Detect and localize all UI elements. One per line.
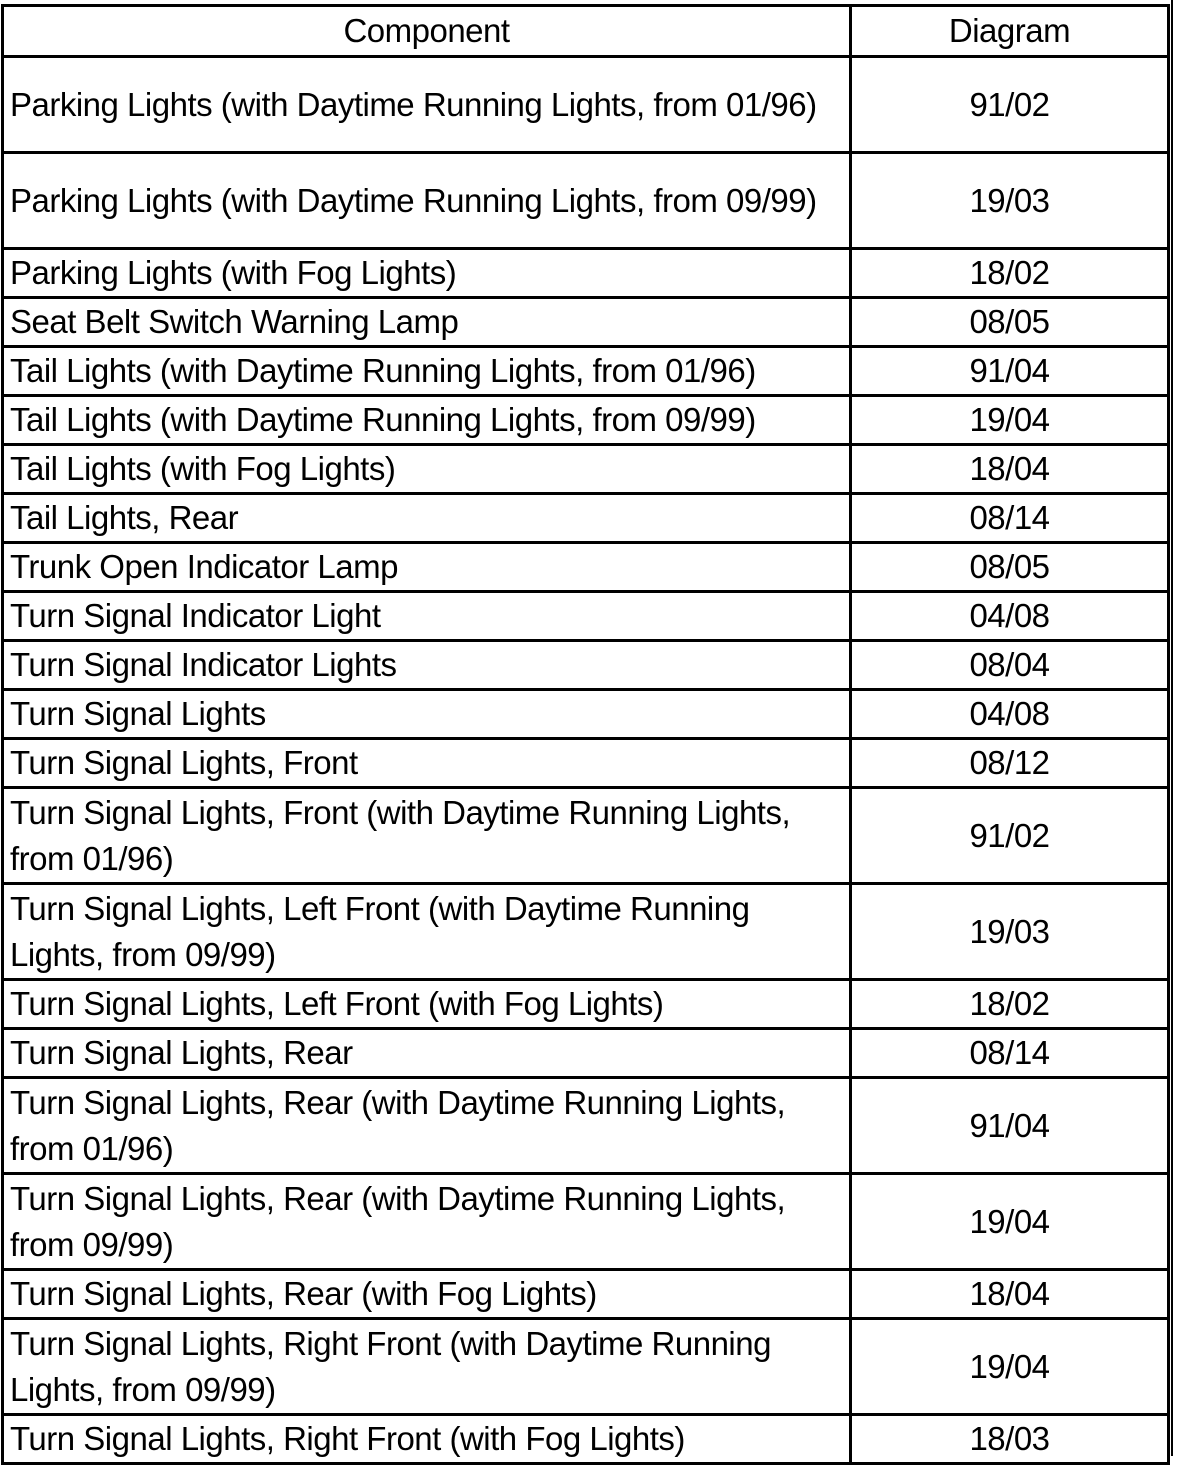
- table-row: [3, 592, 1169, 641]
- table-row: [3, 445, 1169, 494]
- column-header-diagram: Diagram: [851, 6, 1169, 57]
- table-body: [3, 57, 1169, 1464]
- component-cell: Turn Signal Lights, Right Front (with Daytime Running Lights, from 09/99): [3, 1319, 851, 1415]
- component-cell: Turn Signal Lights, Rear (with Daytime Running Lights, from 01/96): [3, 1078, 851, 1174]
- diagram-cell: 19/04: [851, 1174, 1169, 1270]
- diagram-cell: 04/08: [851, 592, 1169, 641]
- component-cell: Turn Signal Lights, Left Front (with Daytime Running Lights, from 09/99): [3, 884, 851, 980]
- diagram-cell: 04/08: [851, 690, 1169, 739]
- table-row: [3, 1078, 1169, 1174]
- component-cell: Turn Signal Indicator Lights: [3, 641, 851, 690]
- header-row: [3, 6, 1169, 57]
- page-edge-line: [1171, 0, 1173, 1456]
- column-header-component: Component: [3, 6, 851, 57]
- diagram-cell: 18/04: [851, 445, 1169, 494]
- table-row: [3, 1174, 1169, 1270]
- component-cell: Tail Lights (with Daytime Running Lights, from 09/99): [3, 396, 851, 445]
- table-row: [3, 57, 1169, 153]
- component-cell: Trunk Open Indicator Lamp: [3, 543, 851, 592]
- diagram-cell: 08/04: [851, 641, 1169, 690]
- table-row: [3, 1270, 1169, 1319]
- diagram-cell: 08/14: [851, 1029, 1169, 1078]
- diagram-cell: 18/04: [851, 1270, 1169, 1319]
- component-cell: Tail Lights, Rear: [3, 494, 851, 543]
- component-cell: Turn Signal Lights, Rear (with Daytime Running Lights, from 09/99): [3, 1174, 851, 1270]
- table-row: [3, 298, 1169, 347]
- diagram-cell: 91/04: [851, 347, 1169, 396]
- diagram-cell: 08/14: [851, 494, 1169, 543]
- component-diagram-table: [1, 4, 1170, 1465]
- table-row: [3, 641, 1169, 690]
- component-cell: Turn Signal Lights, Rear: [3, 1029, 851, 1078]
- table-header: [3, 6, 1169, 57]
- component-cell: Turn Signal Lights, Front: [3, 739, 851, 788]
- table-row: [3, 788, 1169, 884]
- diagram-cell: 19/04: [851, 1319, 1169, 1415]
- component-cell: Tail Lights (with Fog Lights): [3, 445, 851, 494]
- diagram-cell: 08/05: [851, 298, 1169, 347]
- diagram-cell: 18/02: [851, 980, 1169, 1029]
- table-row: [3, 690, 1169, 739]
- component-cell: Parking Lights (with Daytime Running Lights, from 01/96): [3, 57, 851, 153]
- table-row: [3, 494, 1169, 543]
- diagram-cell: 18/03: [851, 1415, 1169, 1464]
- table-row: [3, 543, 1169, 592]
- diagram-cell: 91/04: [851, 1078, 1169, 1174]
- component-cell: Turn Signal Lights: [3, 690, 851, 739]
- component-cell: Seat Belt Switch Warning Lamp: [3, 298, 851, 347]
- diagram-cell: 08/05: [851, 543, 1169, 592]
- table-row: [3, 249, 1169, 298]
- component-cell: Turn Signal Lights, Rear (with Fog Lights): [3, 1270, 851, 1319]
- component-cell: Turn Signal Indicator Light: [3, 592, 851, 641]
- diagram-cell: 91/02: [851, 788, 1169, 884]
- component-cell: Parking Lights (with Fog Lights): [3, 249, 851, 298]
- table-row: [3, 739, 1169, 788]
- component-cell: Parking Lights (with Daytime Running Lights, from 09/99): [3, 153, 851, 249]
- diagram-cell: 91/02: [851, 57, 1169, 153]
- diagram-cell: 18/02: [851, 249, 1169, 298]
- table-row: [3, 1029, 1169, 1078]
- table-row: [3, 884, 1169, 980]
- component-cell: Turn Signal Lights, Front (with Daytime Running Lights, from 01/96): [3, 788, 851, 884]
- table-row: [3, 347, 1169, 396]
- table-row: [3, 1319, 1169, 1415]
- diagram-cell: 19/04: [851, 396, 1169, 445]
- diagram-cell: 08/12: [851, 739, 1169, 788]
- table-row: [3, 396, 1169, 445]
- table-row: [3, 1415, 1169, 1464]
- component-cell: Turn Signal Lights, Right Front (with Fog Lights): [3, 1415, 851, 1464]
- diagram-cell: 19/03: [851, 884, 1169, 980]
- table-row: [3, 980, 1169, 1029]
- component-cell: Turn Signal Lights, Left Front (with Fog Lights): [3, 980, 851, 1029]
- diagram-cell: 19/03: [851, 153, 1169, 249]
- table-row: [3, 153, 1169, 249]
- component-cell: Tail Lights (with Daytime Running Lights, from 01/96): [3, 347, 851, 396]
